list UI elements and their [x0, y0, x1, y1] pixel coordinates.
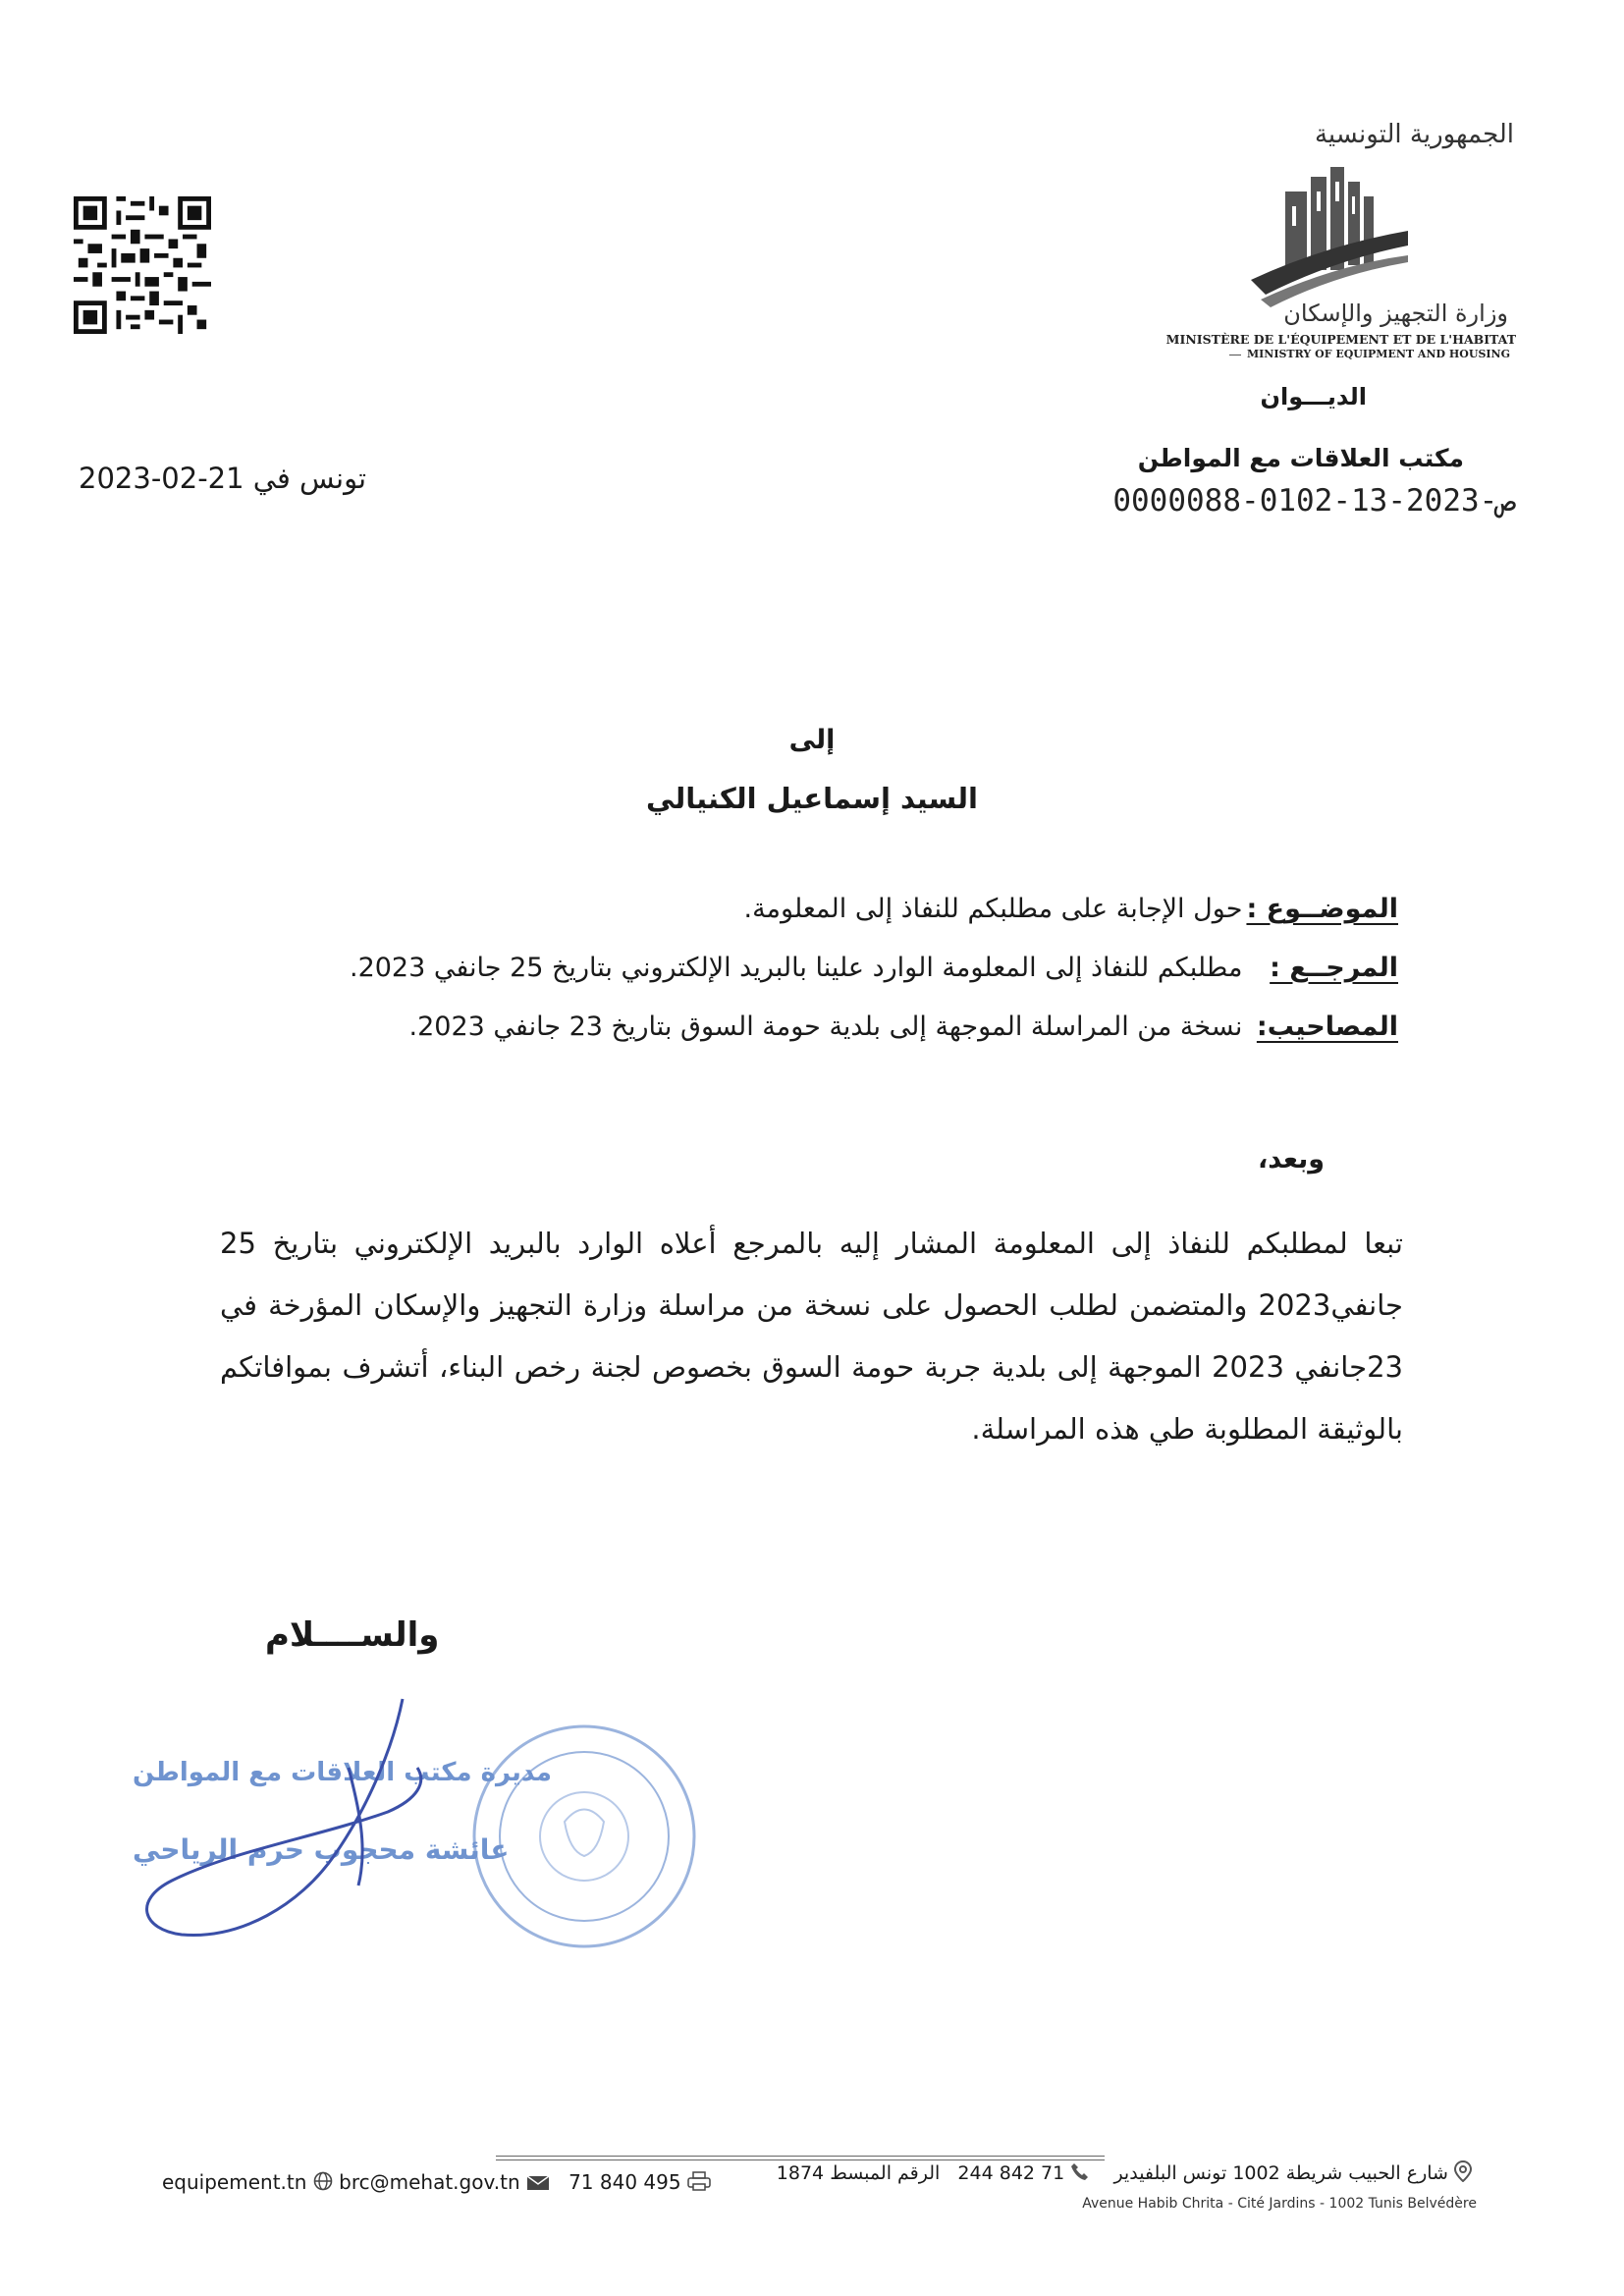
subject-label: الموضــوع :	[1246, 894, 1398, 924]
reference-row	[350, 953, 1398, 983]
attachments-text: نسخة من المراسلة الموجهة إلى بلدية حومة السوق بتاريخ 23 جانفي 2023.	[408, 1011, 1243, 1042]
location-pin-icon	[1454, 2160, 1472, 2187]
attachments-row	[409, 1011, 1398, 1042]
subject-text: حول الإجابة على مطلبكم للنفاذ إلى المعلومة.	[743, 894, 1243, 924]
greeting: وبعد،	[1257, 1144, 1325, 1175]
handwritten-signature	[123, 1689, 476, 1954]
ministry-name-en: MINISTRY OF EQUIPMENT AND HOUSING	[1241, 348, 1516, 360]
ministry-name-fr: MINISTÈRE DE L'ÉQUIPEMENT ET DE L'HABITAT	[1165, 332, 1516, 347]
office-name: مكتب العلاقات مع المواطن	[1137, 444, 1464, 472]
globe-icon	[313, 2171, 333, 2196]
signatory-title: مديرة مكتب العلاقات مع المواطن	[133, 1758, 553, 1787]
fax-icon	[687, 2171, 711, 2196]
addressee-to: إلى	[788, 725, 836, 755]
phone-icon	[1070, 2161, 1090, 2186]
date-line: تونس في 21-02-2023	[79, 462, 367, 495]
footer-phone: 71 842 244	[957, 2162, 1065, 2184]
ministry-logo	[1246, 152, 1413, 309]
cabinet-label: الديـــوان	[1260, 383, 1367, 410]
footer-email[interactable]: brc@mehat.gov.tn	[339, 2170, 520, 2194]
attachments-label: المصاحيب:	[1256, 1011, 1398, 1042]
footer-short-number: الرقم المبسط 1874	[776, 2162, 941, 2184]
ministry-name-ar: وزارة التجهيز والإسكان	[1283, 300, 1508, 327]
footer-address-fr: Avenue Habib Chrita - Cité Jardins - 1002 Tunis Belvédère	[1082, 2196, 1477, 2212]
footer-contact-ar	[777, 2160, 1472, 2187]
footer-website[interactable]: equipement.tn	[162, 2170, 307, 2194]
qr-code	[74, 196, 211, 334]
reference-text: مطلبكم للنفاذ إلى المعلومة الوارد علينا بالبريد الإلكتروني بتاريخ 25 جانفي 2023.	[349, 953, 1243, 983]
letter-body: تبعا لمطلبكم للنفاذ إلى المعلومة المشار إليه بالمرجع أعلاه الوارد بالبريد الإلكتروني بتاريخ 25 جانفي2023 والمتضمن لطلب الحصول على نسخة من مراسلة وزارة التجهيز والإسكان المؤرخة في 23جانفي 2023 الموجهة إلى بلدية جربة حومة السوق بخصوص لجنة رخص البناء، أتشرف بموافاتكم بالوثيقة المطلوبة طي هذه المراسلة.	[220, 1227, 1403, 1446]
republic-title: الجمهورية التونسية	[1314, 120, 1514, 149]
envelope-icon	[526, 2172, 550, 2196]
footer-address-ar: شارع الحبيب شريطة 1002 تونس البلفيدير	[1113, 2162, 1448, 2184]
footer-fax: 71 840 495	[568, 2170, 681, 2194]
reference-label: المرجــع :	[1270, 953, 1398, 983]
footer-rule	[496, 2156, 1105, 2157]
signatory-name: عائشة محجوب حرم الرياحي	[133, 1833, 510, 1866]
addressee-name: السيد إسماعيل الكنيالي	[646, 782, 978, 815]
reference-number: ص-2023-13-0102-0000088	[1112, 483, 1516, 519]
footer-contact-left	[162, 2170, 711, 2196]
subject-row	[743, 894, 1398, 924]
closing: والســــلام	[265, 1615, 440, 1655]
